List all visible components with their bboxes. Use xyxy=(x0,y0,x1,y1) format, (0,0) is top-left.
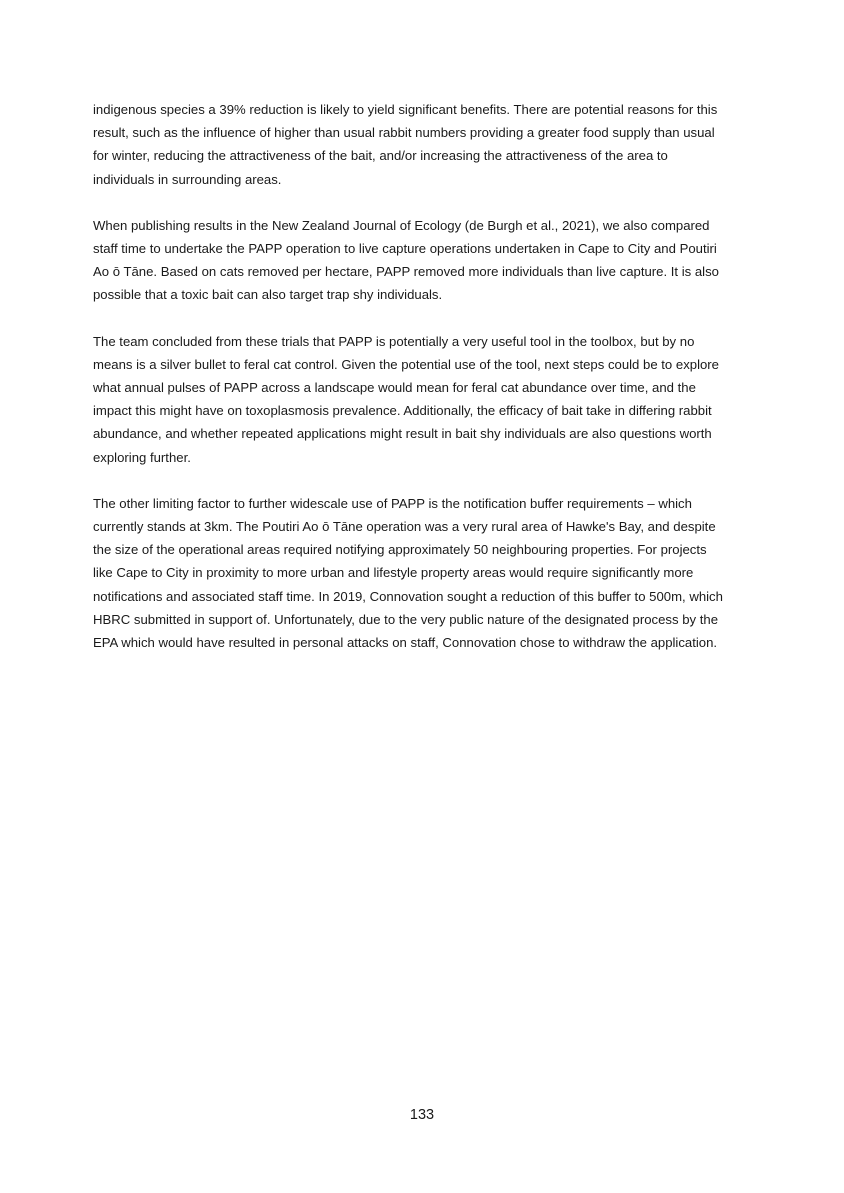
text-line: notifications and associated staff time. In 2019, Connovation sought a reduction of this buffer to 500m, which xyxy=(93,588,723,604)
page-number: 133 xyxy=(409,1107,435,1123)
text-line: individuals in surrounding areas. xyxy=(93,171,282,187)
text-line: The other limiting factor to further widescale use of PAPP is the notification buffer requirements – which xyxy=(93,495,692,511)
text-line: like Cape to City in proximity to more urban and lifestyle property areas would require significantly more xyxy=(93,565,694,581)
text-line: result, such as the influence of higher than usual rabbit numbers providing a greater food supply than usual xyxy=(93,125,715,141)
text-line: for winter, reducing the attractiveness of the bait, and/or increasing the attractiveness of the area to xyxy=(93,148,668,164)
text-line: impact this might have on toxoplasmosis prevalence. Additionally, the efficacy of bait take in differing rabbit xyxy=(93,403,712,419)
text-line: indigenous species a 39% reduction is likely to yield significant benefits. There are potential reasons for this xyxy=(93,102,718,117)
paragraph-4 xyxy=(93,492,753,654)
text-line: means is a silver bullet to feral cat control. Given the potential use of the tool, next steps could be to explore xyxy=(93,356,719,372)
text-line: When publishing results in the New Zealand Journal of Ecology (de Burgh et al., 2021), we also compared xyxy=(93,217,710,233)
text-line: currently stands at 3km. The Poutiri Ao ō Tāne operation was a very rural area of Hawke's Bay, and despite xyxy=(93,519,716,535)
paragraph-3 xyxy=(93,330,753,469)
text-line: staff time to undertake the PAPP operation to live capture operations undertaken in Cape to City and Poutiri xyxy=(93,241,717,257)
text-line: the size of the operational areas required notifying approximately 50 neighbouring properties. For projects xyxy=(93,542,707,558)
paragraph-2 xyxy=(93,214,753,307)
text-line: EPA which would have resulted in personal attacks on staff, Connovation chose to withdraw the application. xyxy=(93,635,718,651)
body-text xyxy=(93,98,753,677)
text-line: exploring further. xyxy=(93,449,191,465)
text-line: The team concluded from these trials that PAPP is potentially a very useful tool in the toolbox, but by no xyxy=(93,333,695,349)
text-line: HBRC submitted in support of. Unfortunately, due to the very public nature of the designated process by the xyxy=(93,611,719,627)
text-line: abundance, and whether repeated applications might result in bait shy individuals are also questions worth xyxy=(93,426,712,442)
text-line: possible that a toxic bait can also target trap shy individuals. xyxy=(93,287,443,303)
text-line: Ao ō Tāne. Based on cats removed per hectare, PAPP removed more individuals than live capture. It is also xyxy=(93,264,719,280)
paragraph-1 xyxy=(93,98,753,191)
text-line: what annual pulses of PAPP across a landscape would mean for feral cat abundance over time, and the xyxy=(93,380,696,396)
